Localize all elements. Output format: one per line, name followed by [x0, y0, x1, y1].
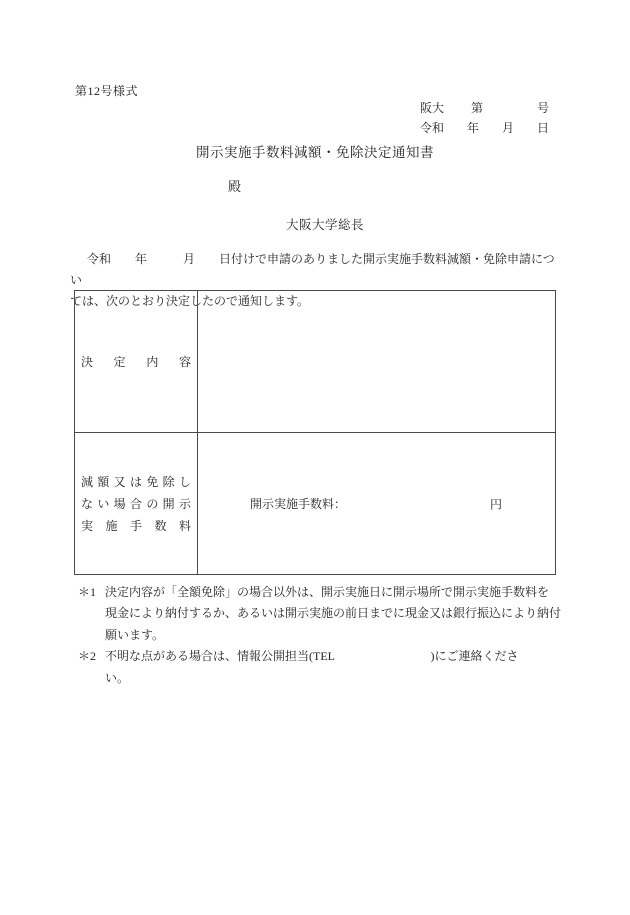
fee-label-cell — [75, 433, 198, 574]
footnote-2-line-2: い。 — [105, 670, 130, 685]
doc-number-suffix: 号 — [536, 101, 549, 115]
doc-number-org: 阪大 — [420, 101, 445, 115]
fee-label-line-2: な い 場 合 の 開 示 — [81, 496, 191, 511]
addressee-suffix: 殿 — [228, 179, 242, 194]
fee-value-cell — [198, 433, 555, 574]
form-number: 第12号様式 — [75, 84, 139, 98]
sender-title: 大阪大学総長 — [285, 218, 364, 232]
document-number-line — [420, 99, 549, 116]
footnote-1 — [78, 582, 564, 646]
decision-content-value-cell — [198, 291, 555, 432]
footnote-1-line-3: 願います。 — [105, 627, 165, 642]
fee-amount-label: 開示実施手数料： — [250, 497, 347, 511]
footnote-1-marker: ＊1 — [78, 585, 97, 599]
date-month: 月 — [501, 121, 514, 135]
footnote-2-marker: ＊2 — [78, 649, 97, 664]
date-year: 年 — [466, 121, 479, 135]
footnote-2 — [78, 646, 564, 689]
footnote-2-line-1: 不明な点がある場合は、情報公開担当(TEL )にご連絡くださ — [105, 649, 519, 664]
fee-label-line-3: 実 施 手 数 料 — [81, 518, 191, 533]
body-line-1: 令和 年 月 日付けで申請のありました開示実施手数料減額・免除申請につい — [70, 252, 555, 287]
document-title: 開示実施手数料減額・免除決定通知書 — [196, 145, 434, 160]
decision-content-label-cell — [75, 291, 198, 432]
fee-row — [75, 433, 555, 574]
body-line-2: ては、次のとおり決定したので通知します。 — [70, 294, 310, 308]
date-line — [420, 119, 549, 136]
decision-content-label: 決 定 内 容 — [81, 354, 191, 369]
footnotes — [78, 582, 564, 689]
decision-content-row — [75, 291, 555, 433]
fee-label-line-1: 減 額 又 は 免 除 し — [81, 474, 191, 489]
footnote-1-line-2: 現金により納付するか、あるいは開示実施の前日までに現金又は銀行振込により納付 — [105, 606, 562, 621]
date-day: 日 — [536, 121, 549, 135]
fee-unit-yen: 円 — [490, 497, 503, 511]
decision-table — [74, 290, 556, 575]
doc-number-prefix: 第 — [471, 101, 484, 115]
footnote-1-line-1: 決定内容が「全額免除」の場合以外は、開示実施日に開示場所で開示実施手数料を — [105, 585, 550, 599]
date-era: 令和 — [420, 121, 445, 135]
